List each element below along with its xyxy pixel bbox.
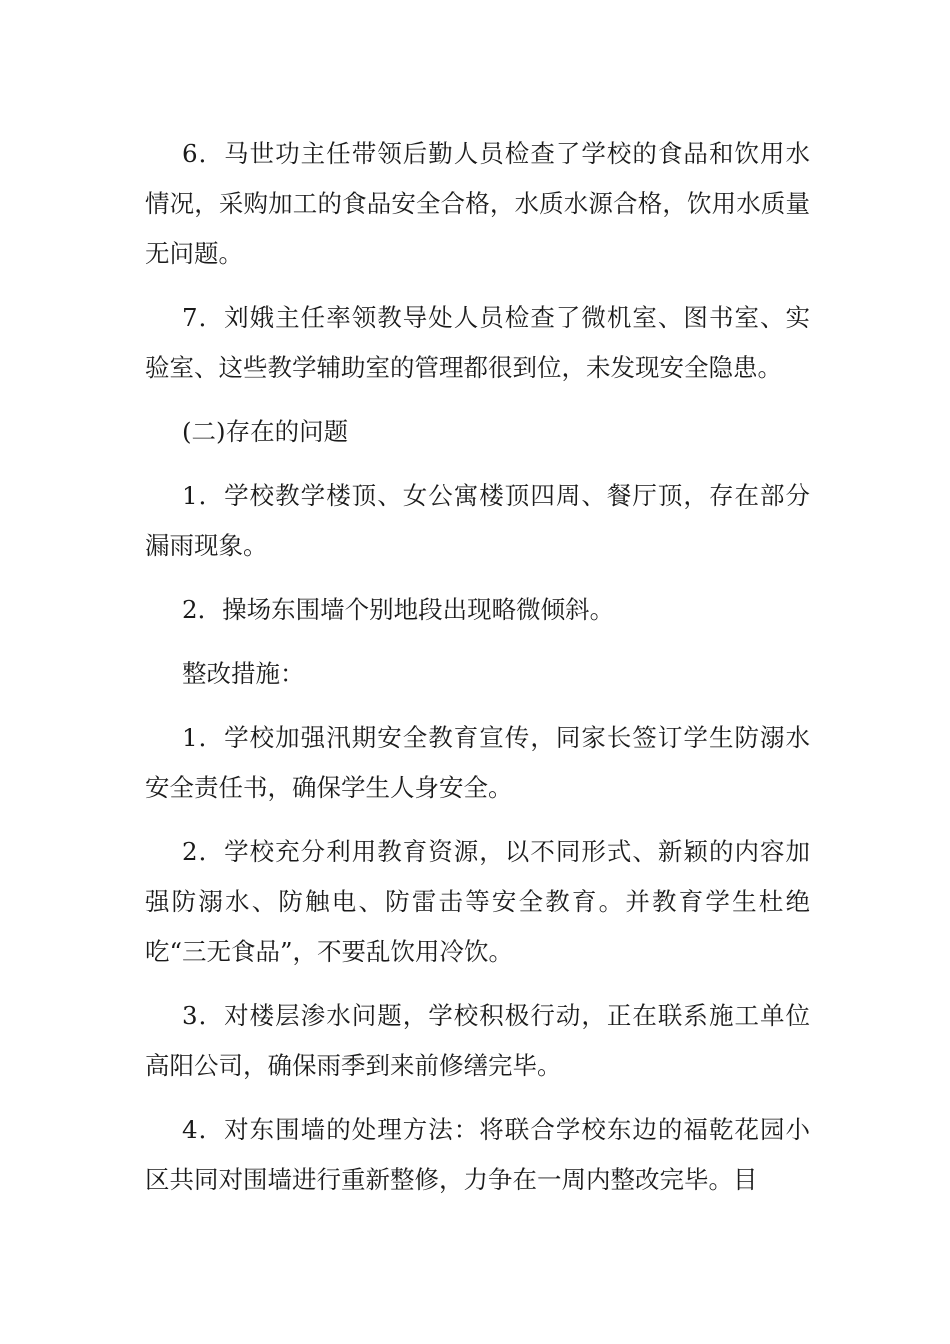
text-line: 2．学校充分利用教育资源，以不同形式、新颖的内容加 <box>182 837 810 866</box>
paragraph-measure-safety-education <box>145 827 810 977</box>
text-line: 情况，采购加工的食品安全合格，水质水源合格，饮用水 <box>145 189 761 218</box>
text-line: 2．操场东围墙个别地段出现略微倾斜。 <box>182 595 615 624</box>
paragraph-measure-east-wall <box>145 1105 810 1205</box>
text-line: 1．学校教学楼顶、女公寓楼顶四周、餐厅顶，存在部分 <box>182 481 810 510</box>
text-line: 3．对楼层渗水问题，学校积极行动，正在联系施工单位 <box>182 1001 810 1030</box>
heading-text: 整改措施： <box>182 659 305 688</box>
text-line: 漏雨现象。 <box>145 531 268 560</box>
heading-text: (二)存在的问题 <box>182 417 349 446</box>
text-line: 6．马世功主任带领后勤人员检查了学校的食品和饮用水 <box>182 139 810 168</box>
paragraph-teaching-rooms-inspection <box>145 293 810 393</box>
section-heading-existing-problems <box>145 407 810 457</box>
text-line: 7．刘娥主任率领教导处人员检查了微机室、图书室、实 <box>182 303 810 332</box>
paragraph-measure-water-seepage <box>145 991 810 1091</box>
text-line: 高阳公司，确保雨季到来前修缮完毕。 <box>145 1051 562 1080</box>
section-heading-rectification-measures <box>145 649 810 699</box>
document-body <box>145 129 810 1219</box>
paragraph-food-water-inspection <box>145 129 810 279</box>
text-line: 强防溺水、防触电、防雷击等安全教育。并教育学生杜绝 <box>145 887 810 916</box>
paragraph-measure-flood-safety <box>145 713 810 813</box>
text-line: 4．对东围墙的处理方法：将联合学校东边的福乾花园小 <box>182 1115 810 1144</box>
paragraph-problem-wall-tilt <box>145 585 810 635</box>
text-line: 安全责任书，确保学生人身安全。 <box>145 773 513 802</box>
text-line: 验室、这些教学辅助室的管理都很到位，未发现安全隐患。 <box>145 353 782 382</box>
text-line: 1．学校加强汛期安全教育宣传，同家长签订学生防溺水 <box>182 723 810 752</box>
text-line: 区共同对围墙进行重新整修，力争在一周内整改完毕。目 <box>145 1165 758 1194</box>
text-line: 质量无问题。 <box>145 189 811 268</box>
text-line: 吃“三无食品”，不要乱饮用冷饮。 <box>145 937 514 966</box>
paragraph-problem-roof-leak <box>145 471 810 571</box>
